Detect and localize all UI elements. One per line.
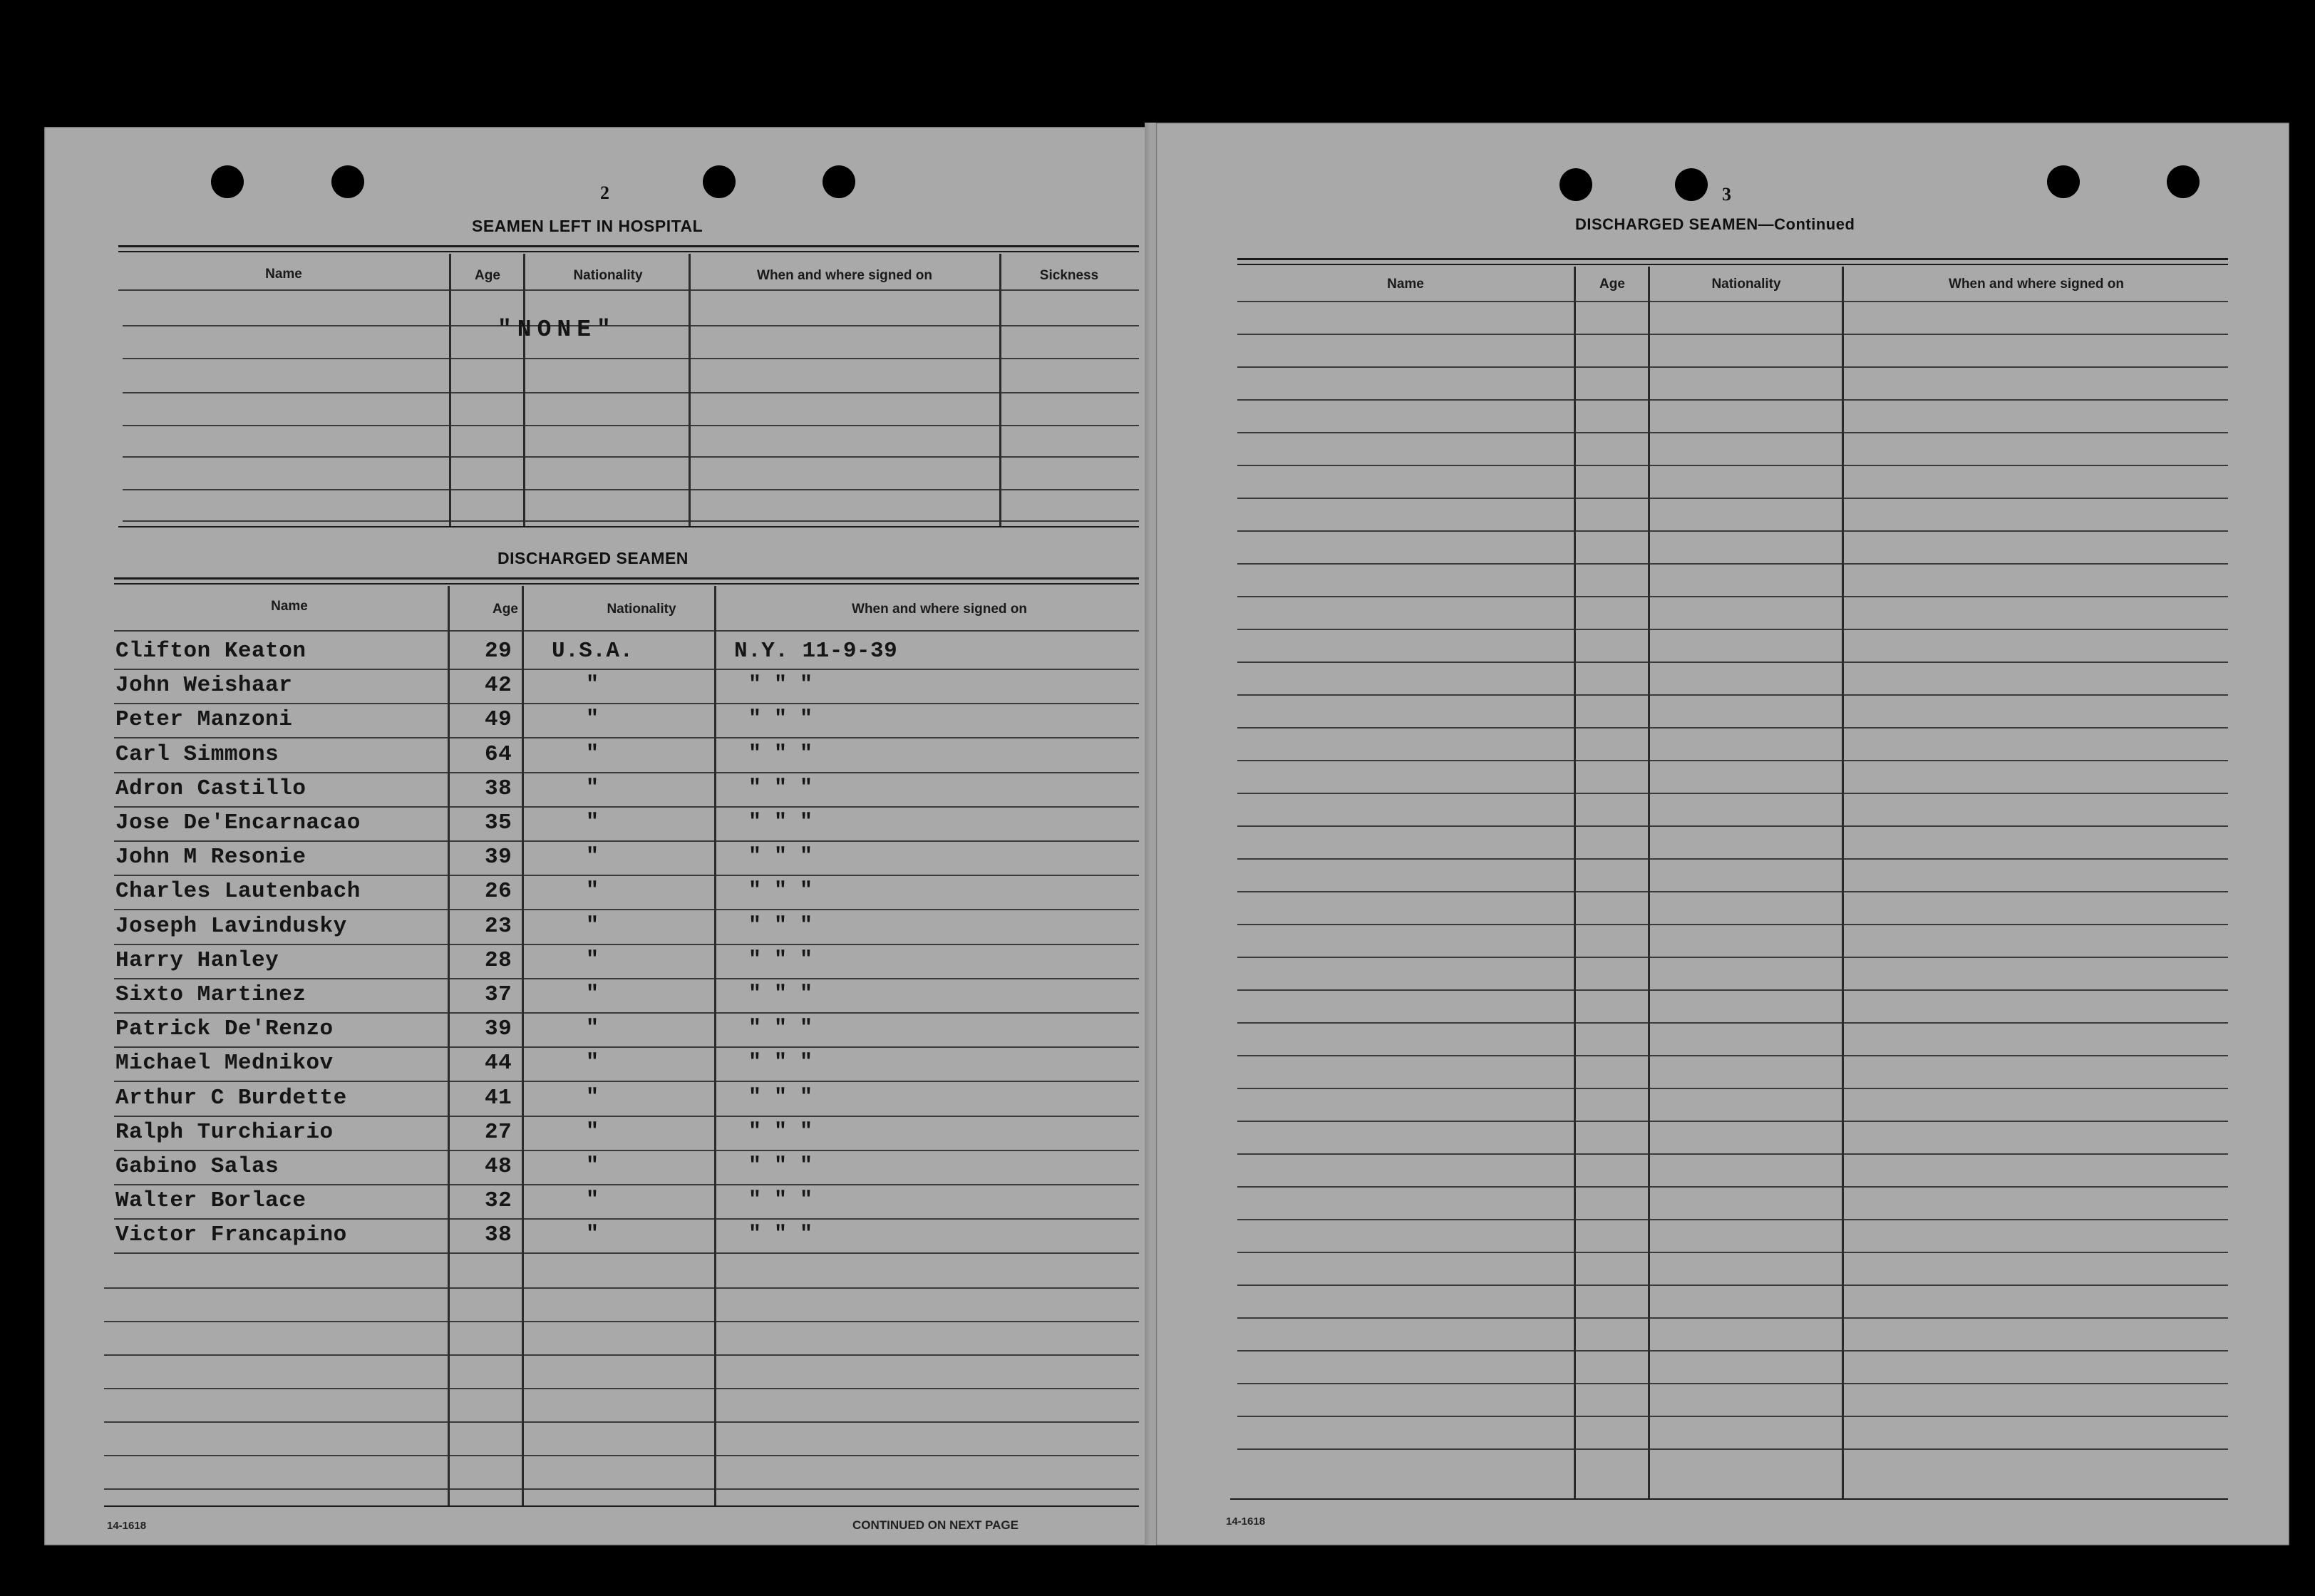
row-rule [1237,858,2228,860]
row-rule [1237,629,2228,630]
seaman-age: 64 [485,741,512,767]
punch-hole [703,165,736,198]
column-divider [999,254,1001,526]
row-rule [1237,530,2228,532]
row-rule [114,978,1139,979]
seaman-name: Joseph Lavindusky [115,913,347,939]
row-rule [1237,1448,2228,1450]
row-rule [114,1012,1139,1014]
seaman-signed-on: " " " [748,879,813,904]
row-rule [1237,727,2228,729]
row-rule [1237,891,2228,892]
column-header-age: Age [1599,277,1625,292]
seaman-signed-on: " " " [748,982,813,1006]
column-header-name: Name [265,267,302,282]
header-rule [1237,301,2228,302]
seaman-nationality: U.S.A. [552,639,634,664]
seaman-name: Clifton Keaton [115,639,306,664]
punch-hole [1675,168,1708,201]
column-header-sickness: Sickness [1039,268,1099,283]
row-rule [114,1150,1139,1151]
row-rule [104,1388,1139,1389]
hospital-section-title: SEAMEN LEFT IN HOSPITAL [472,217,703,235]
row-rule [1237,957,2228,958]
page-number: 2 [600,182,609,203]
row-rule [1237,661,2228,663]
row-rule [1237,1252,2228,1253]
row-rule [104,1455,1139,1456]
row-rule [104,1321,1139,1322]
row-rule [1237,1350,2228,1352]
column-header-nationality: Nationality [1711,277,1781,292]
seaman-age: 39 [485,845,512,870]
seaman-name: Gabino Salas [115,1154,279,1179]
seaman-name: Arthur C Burdette [115,1085,347,1111]
punch-hole [1559,168,1592,201]
top-rule [1237,264,2228,265]
row-rule [114,669,1139,670]
row-rule [1237,760,2228,761]
seaman-nationality: " [586,1085,599,1110]
seaman-age: 49 [485,707,512,733]
seaman-nationality: " [586,1188,599,1213]
seaman-nationality: " [586,1222,599,1247]
row-rule [114,1116,1139,1117]
seaman-age: 35 [485,810,512,835]
column-divider [689,254,691,526]
seaman-name: Peter Manzoni [115,707,293,733]
top-rule [1237,258,2228,260]
seaman-signed-on: " " " [748,1222,813,1247]
seaman-signed-on: " " " [748,947,813,972]
seaman-signed-on: " " " [748,673,813,698]
top-rule [118,245,1139,247]
seaman-age: 26 [485,879,512,905]
seaman-nationality: " [586,1016,599,1041]
row-rule [1237,465,2228,466]
row-rule [1237,563,2228,565]
row-rule [123,325,1139,326]
row-rule [1237,1284,2228,1286]
column-divider [523,254,525,526]
row-rule [114,1081,1139,1082]
seaman-signed-on: " " " [748,810,813,835]
row-rule [114,909,1139,910]
row-rule [123,392,1139,393]
punch-hole [211,165,244,198]
seaman-age: 23 [485,913,512,939]
row-rule [1237,1186,2228,1188]
seaman-signed-on: " " " [748,913,813,938]
header-rule [118,289,1139,291]
row-rule [1237,1383,2228,1384]
seaman-nationality: " [586,741,599,766]
row-rule [123,425,1139,426]
discharged-top-rule [114,583,1139,585]
row-rule [1237,793,2228,794]
column-header-name: Name [271,599,308,614]
seaman-nationality: " [586,1051,599,1076]
seaman-nationality: " [586,1154,599,1178]
row-rule [114,944,1139,945]
page-number: 3 [1722,184,1731,205]
seaman-nationality: " [586,1119,599,1144]
seaman-age: 37 [485,982,512,1007]
seaman-age: 41 [485,1085,512,1111]
row-rule [114,703,1139,704]
seaman-nationality: " [586,707,599,732]
seaman-name: Jose De'Encarnacao [115,810,361,835]
row-rule [1237,1022,2228,1024]
row-rule [114,1252,1139,1254]
seaman-signed-on: " " " [748,845,813,870]
seaman-age: 42 [485,673,512,699]
seaman-signed-on: " " " [748,1016,813,1041]
punch-hole [2167,165,2200,198]
row-rule [1237,334,2228,335]
right-page [1156,123,2289,1545]
seaman-nationality: " [586,810,599,835]
row-rule [1237,366,2228,368]
seaman-nationality: " [586,913,599,938]
punch-hole [2047,165,2080,198]
discharged-section-title: DISCHARGED SEAMEN [497,549,689,567]
seaman-name: Sixto Martinez [115,982,306,1007]
row-rule [123,520,1139,522]
column-header-nationality: Nationality [607,602,676,617]
seaman-nationality: " [586,776,599,800]
column-header-age: Age [475,268,500,283]
row-rule [1237,399,2228,401]
row-rule [1237,1121,2228,1122]
row-rule [114,772,1139,773]
seaman-name: Adron Castillo [115,776,306,801]
bottom-rule [1230,1498,2228,1500]
punch-hole [331,165,364,198]
discharged-top-rule [114,577,1139,580]
row-rule [114,1184,1139,1185]
seaman-signed-on: " " " [748,1154,813,1178]
header-rule [114,630,1139,632]
row-rule [104,1488,1139,1490]
bottom-rule [118,526,1139,527]
seaman-age: 48 [485,1154,512,1179]
row-rule [1237,498,2228,499]
seaman-nationality: " [586,982,599,1006]
punch-hole [823,165,855,198]
column-divider [1574,267,1576,1498]
column-header-age: Age [493,602,518,617]
column-divider [449,254,451,526]
seaman-age: 27 [485,1119,512,1145]
column-divider [448,586,450,1505]
seaman-age: 28 [485,947,512,973]
row-rule [104,1354,1139,1356]
seaman-name: Walter Borlace [115,1188,306,1214]
column-divider [714,586,716,1505]
row-rule [1237,1055,2228,1056]
column-header-signed-on: When and where signed on [757,268,932,283]
seaman-nationality: " [586,845,599,870]
seaman-age: 44 [485,1051,512,1076]
row-rule [123,489,1139,490]
row-rule [104,1421,1139,1423]
seaman-nationality: " [586,673,599,698]
column-header-signed-on: When and where signed on [1949,277,2124,292]
row-rule [1237,432,2228,433]
row-rule [114,840,1139,842]
seaman-signed-on: " " " [748,1051,813,1076]
row-rule [1237,694,2228,696]
seaman-signed-on: N.Y. 11-9-39 [734,639,898,664]
row-rule [1237,1219,2228,1220]
top-rule [118,251,1139,252]
seaman-age: 38 [485,1222,512,1248]
seaman-name: Ralph Turchiario [115,1119,334,1145]
row-rule [123,358,1139,359]
seaman-name: Harry Hanley [115,947,279,973]
seaman-age: 39 [485,1016,512,1042]
form-number: 14-1618 [1226,1515,1266,1528]
seaman-age: 38 [485,776,512,801]
seaman-nationality: " [586,947,599,972]
row-rule [114,1046,1139,1048]
seaman-name: John M Resonie [115,845,306,870]
row-rule [114,806,1139,808]
column-header-signed-on: When and where signed on [852,602,1027,617]
column-divider [1648,267,1650,1498]
row-rule [114,1218,1139,1220]
row-rule [1237,596,2228,597]
seaman-name: Patrick De'Renzo [115,1016,334,1042]
seaman-signed-on: " " " [748,741,813,766]
continued-note: CONTINUED ON NEXT PAGE [852,1518,1019,1532]
row-rule [1237,1088,2228,1089]
seaman-name: Charles Lautenbach [115,879,361,905]
seaman-name: Carl Simmons [115,741,279,767]
row-rule [1237,1416,2228,1417]
column-divider [1842,267,1844,1498]
row-rule [1237,989,2228,991]
continued-section-title: DISCHARGED SEAMEN—Continued [1575,215,1855,233]
column-header-nationality: Nationality [573,268,643,283]
row-rule [1237,1317,2228,1319]
seaman-signed-on: " " " [748,1085,813,1110]
row-rule [123,456,1139,458]
seaman-name: Victor Francapino [115,1222,347,1248]
seaman-signed-on: " " " [748,707,813,732]
column-divider [522,586,524,1505]
bottom-rule [104,1505,1139,1507]
row-rule [114,737,1139,738]
seaman-age: 32 [485,1188,512,1214]
seaman-name: John Weishaar [115,673,293,699]
column-header-name: Name [1387,277,1424,292]
row-rule [1237,924,2228,925]
seaman-signed-on: " " " [748,1119,813,1144]
row-rule [1237,1153,2228,1155]
hospital-none-entry: "NONE" [497,316,617,343]
row-rule [114,875,1139,876]
row-rule [104,1287,1139,1289]
seaman-age: 29 [485,639,512,664]
seaman-signed-on: " " " [748,776,813,800]
seaman-name: Michael Mednikov [115,1051,334,1076]
row-rule [1237,825,2228,827]
left-page [44,127,1150,1545]
seaman-nationality: " [586,879,599,904]
seaman-signed-on: " " " [748,1188,813,1213]
form-number: 14-1618 [107,1520,147,1532]
